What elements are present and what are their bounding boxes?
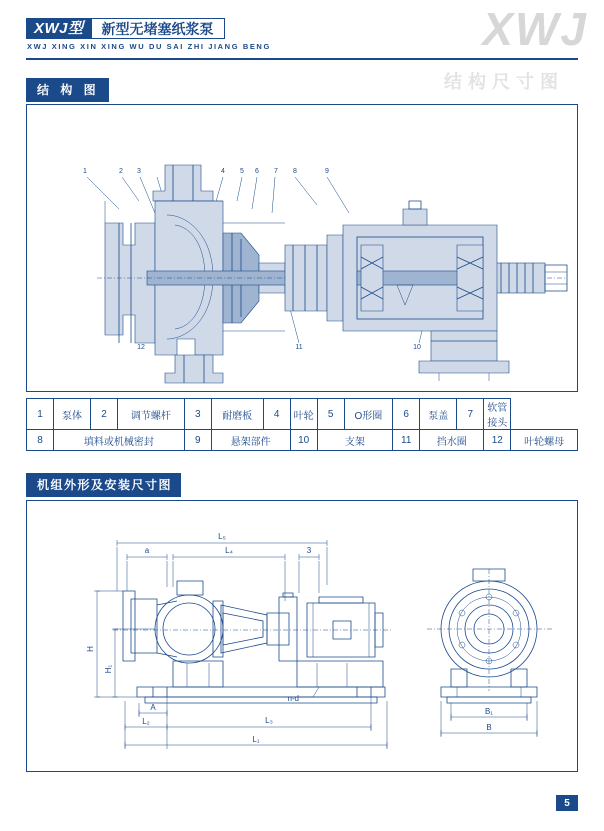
legend-num: 12 — [484, 430, 511, 451]
legend-num: 3 — [184, 399, 211, 430]
callout-8: 8 — [293, 168, 297, 175]
legend-label: O形圈 — [344, 399, 393, 430]
legend-label: 填料或机械密封 — [54, 430, 185, 451]
legend-label: 叶轮 — [290, 399, 317, 430]
product-title: 新型无堵塞纸浆泵 — [92, 18, 225, 39]
table-row — [27, 430, 578, 451]
callout-5: 5 — [240, 168, 244, 175]
brand-logo: XWJ型 — [26, 18, 92, 39]
dim-L2: L₂ — [142, 717, 150, 726]
legend-num: 1 — [27, 399, 54, 430]
dim-n-d: n-d — [287, 694, 299, 703]
legend-label: 调节螺杆 — [118, 399, 185, 430]
legend-label: 悬架部件 — [211, 430, 290, 451]
section-watermark: 结构尺寸图 — [444, 72, 564, 92]
table-row — [27, 399, 578, 430]
legend-label: 支架 — [317, 430, 393, 451]
legend-num: 7 — [457, 399, 484, 430]
callout-9: 9 — [325, 168, 329, 175]
dim-L3: L₃ — [265, 716, 273, 725]
legend-num: 6 — [393, 399, 420, 430]
header-bar — [26, 18, 225, 39]
legend-num: 5 — [317, 399, 344, 430]
pump-end-view — [427, 569, 553, 703]
legend-label: 挡水圈 — [420, 430, 484, 451]
pump-cross-section-drawing — [27, 105, 577, 391]
callout-3: 3 — [137, 168, 141, 175]
dim-L1: L₁ — [252, 735, 260, 744]
legend-label: 叶轮螺母 — [511, 430, 578, 451]
pump-side-view — [113, 581, 393, 703]
legend-num: 2 — [91, 399, 118, 430]
page-header — [0, 0, 604, 62]
callout-4: 4 — [221, 168, 225, 175]
section-title-structure: 结 构 图 — [26, 78, 109, 102]
legend-num: 8 — [27, 430, 54, 451]
legend-num: 11 — [393, 430, 420, 451]
bearing-bracket — [343, 201, 497, 331]
page-number: 5 — [556, 795, 578, 811]
structure-drawing-frame — [26, 104, 578, 392]
dim-A: A — [150, 703, 156, 712]
legend-label: 泵盖 — [420, 399, 457, 430]
dim-3: 3 — [306, 546, 312, 555]
parts-legend-table — [26, 398, 578, 451]
callout-1: 1 — [83, 168, 87, 175]
stuffing-box — [285, 235, 343, 321]
legend-num: 4 — [263, 399, 290, 430]
callout-6: 6 — [255, 168, 259, 175]
legend-num: 9 — [184, 430, 211, 451]
legend-num: 10 — [290, 430, 317, 451]
callout-2: 2 — [119, 168, 123, 175]
dim-H: H — [86, 646, 95, 652]
dim-a: a — [144, 546, 150, 555]
header-pinyin: XWJ XING XIN XING WU DU SAI ZHI JIANG BENG — [27, 42, 271, 51]
dim-L4: L₄ — [225, 546, 233, 555]
outline-dimension-drawing — [27, 501, 577, 771]
legend-label: 软管接头 — [484, 399, 511, 430]
callout-12: 12 — [137, 344, 145, 351]
support-base — [419, 331, 509, 381]
dim-B: B — [486, 723, 492, 732]
dim-L5: L₅ — [218, 532, 226, 541]
header-divider — [26, 58, 578, 60]
callout-11: 11 — [295, 344, 303, 351]
outline-drawing-frame — [26, 500, 578, 772]
section-title-outline: 机组外形及安装尺寸图 — [26, 473, 181, 497]
callout-10: 10 — [413, 344, 421, 351]
dim-B1: B₁ — [484, 707, 494, 716]
header-watermark: XWJ — [482, 3, 588, 55]
legend-label: 耐磨板 — [211, 399, 263, 430]
legend-label: 泵体 — [54, 399, 91, 430]
callout-7: 7 — [274, 168, 278, 175]
dim-H1: H₁ — [104, 664, 113, 674]
